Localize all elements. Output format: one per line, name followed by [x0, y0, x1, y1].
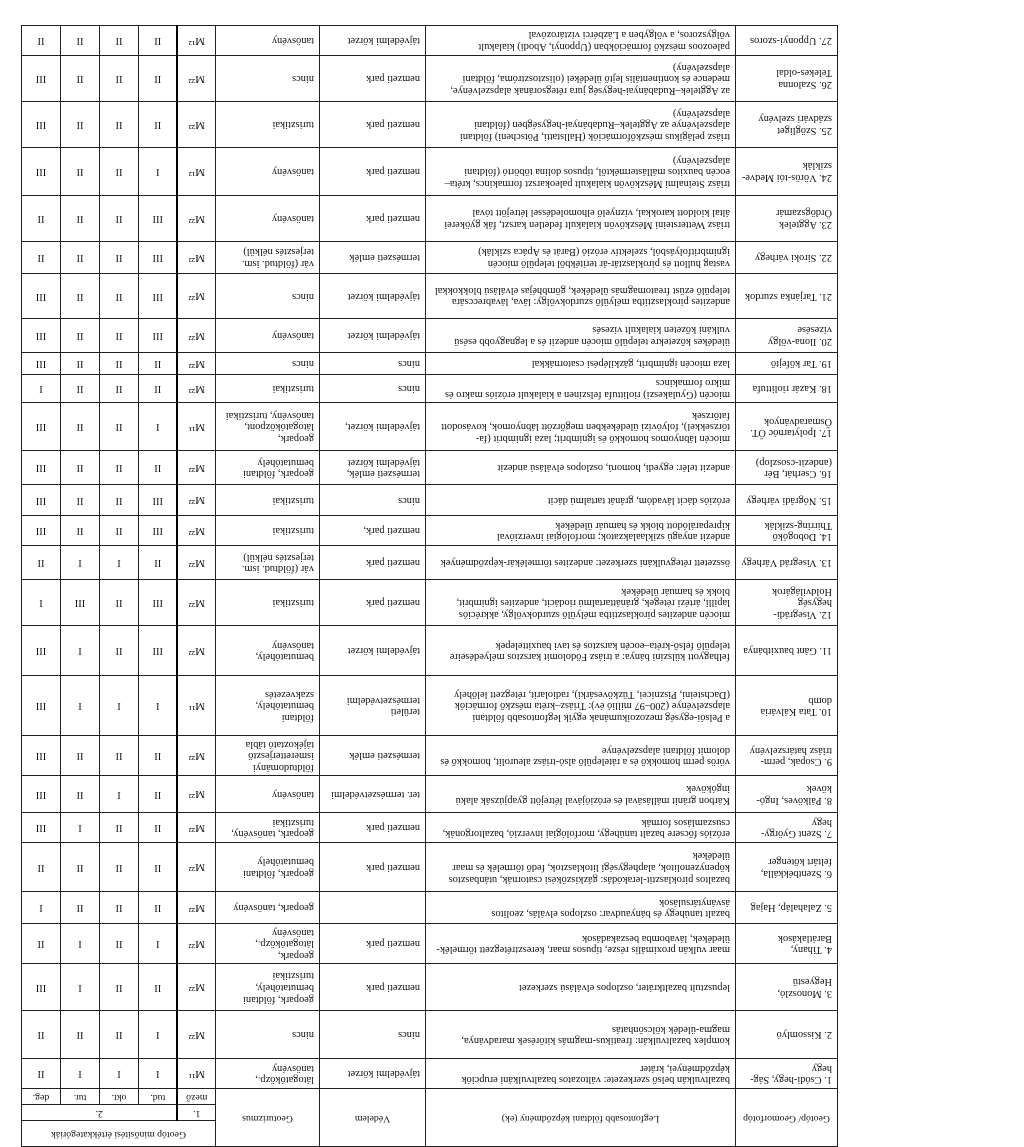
- protection-cell: természeti emlék: [320, 736, 426, 776]
- mezo-cell: M¹¹: [178, 1059, 216, 1089]
- table-row: [21, 676, 837, 736]
- deg-cell: I: [21, 580, 60, 626]
- deg-cell: I: [21, 374, 60, 402]
- tud-cell: II: [139, 546, 178, 580]
- okt-cell: I: [100, 676, 139, 736]
- protection-cell: tájvédelmi körzet: [320, 25, 426, 55]
- tur-cell: I: [61, 546, 100, 580]
- deg-cell: II: [21, 843, 60, 892]
- tud-cell: II: [139, 451, 178, 485]
- mezo-cell: M²²: [178, 736, 216, 776]
- okt-cell: II: [100, 241, 139, 273]
- deg-cell: II: [21, 25, 60, 55]
- protection-cell: természeti emlék, tájvédelmi körzet: [320, 451, 426, 485]
- geotop-name-cell: 21. Tarjánka szurdok: [736, 273, 838, 318]
- protection-cell: tájvédelmi körzet,: [320, 403, 426, 451]
- header-subcol: okt.: [100, 1089, 139, 1105]
- table-row: [21, 924, 837, 964]
- protection-cell: területi természetvédelmi: [320, 676, 426, 736]
- tud-cell: III: [139, 626, 178, 676]
- okt-cell: II: [100, 626, 139, 676]
- tur-cell: II: [61, 241, 100, 273]
- deg-cell: III: [21, 776, 60, 813]
- tud-cell: I: [139, 147, 178, 195]
- tur-cell: II: [61, 273, 100, 318]
- header-group-2: 2.: [21, 1105, 177, 1121]
- geotourism-cell: földtudományi ismeretterjesztő tájékoztató tábla: [216, 736, 320, 776]
- protection-cell: nemzeti park: [320, 195, 426, 241]
- table-row: [21, 964, 837, 1011]
- deg-cell: II: [21, 241, 60, 273]
- tud-cell: I: [139, 1011, 178, 1059]
- mezo-cell: M²²: [178, 813, 216, 843]
- tud-cell: III: [139, 273, 178, 318]
- geotop-name-cell: 8. Pálköves, Ingó-kövek: [736, 776, 838, 813]
- table-row: [21, 892, 837, 924]
- table-row: [21, 374, 837, 402]
- description-cell: felhagyott külszíni bánya: a triász Fődolomit karsztos mélyedéseire települő felső-kréta–eocén karsztos és tavi bauxittelepek: [426, 626, 736, 676]
- mezo-cell: M²²: [178, 485, 216, 516]
- tur-cell: II: [61, 843, 100, 892]
- header-group-1: 1.: [178, 1105, 216, 1121]
- header-subcol: tud.: [139, 1089, 178, 1105]
- tur-cell: II: [61, 25, 100, 55]
- geotourism-cell: geopark, tanösvény: [216, 892, 320, 924]
- tud-cell: II: [139, 101, 178, 147]
- tud-cell: II: [139, 964, 178, 1011]
- description-cell: bazaltos piroklasztit-lerakódás: gázkiszökési csatornák, utánbasztos köpenyzenolitok, alaphegységi litoklasztok, fedő törmelék és maar üledékek: [426, 843, 736, 892]
- mezo-cell: M²²: [178, 843, 216, 892]
- deg-cell: II: [21, 195, 60, 241]
- tud-cell: II: [139, 55, 178, 101]
- table-row: [21, 1011, 837, 1059]
- deg-cell: II: [21, 1011, 60, 1059]
- tud-cell: II: [139, 776, 178, 813]
- tud-cell: I: [139, 924, 178, 964]
- okt-cell: II: [100, 318, 139, 352]
- okt-cell: II: [100, 736, 139, 776]
- protection-cell: nemzeti park: [320, 546, 426, 580]
- description-cell: eróziós főcsere bazalt tanúhegy, morfológiai inverzió, bazaltorgonák, csuszamlásos formák: [426, 813, 736, 843]
- geotop-name-cell: 6. Szentbékkálla, feltárt kőtenger: [736, 843, 838, 892]
- description-cell: miocén (Gyulakeszi) riolittufa felszínen a kialakult eróziós makro és mikro formakincs: [426, 374, 736, 402]
- deg-cell: III: [21, 55, 60, 101]
- tur-cell: I: [61, 964, 100, 1011]
- geotop-name-cell: 12. Visegrádi-hegység Holdvilágárok: [736, 580, 838, 626]
- header-subcol: mező: [178, 1089, 216, 1105]
- description-cell: triász pelágikus mészkőformációk (Hallstatti, Pötscheni) földtani alapszelvénye az Aggtelek–Rudabányai-hegységben (földtani alapszelvény): [426, 101, 736, 147]
- geotourism-cell: geopark, látogatóközp., tanösvény: [216, 924, 320, 964]
- deg-cell: III: [21, 451, 60, 485]
- tud-cell: III: [139, 485, 178, 516]
- geotop-name-cell: 1. Csódi-hegy, Ság-hegy: [736, 1059, 838, 1089]
- deg-cell: III: [21, 736, 60, 776]
- okt-cell: II: [100, 195, 139, 241]
- mezo-cell: M²²: [178, 1011, 216, 1059]
- geotourism-cell: turisztikai: [216, 516, 320, 546]
- deg-cell: III: [21, 318, 60, 352]
- protection-cell: nemzeti park: [320, 147, 426, 195]
- mezo-cell: M²²: [178, 924, 216, 964]
- geotop-name-cell: 13. Visegrád Várhegy: [736, 546, 838, 580]
- mezo-cell: M²²: [178, 964, 216, 1011]
- description-cell: a Pelsói-egység mezozoikumának egyik legfontosabb földtani alapszelvénye (200–97 millió év): Triász–kréta mészkő formációk (Dachsteini, Pisznicei, Tűzkövesárki), radiolarit, rétegzett lelőhely: [426, 676, 736, 736]
- header-evaluation: Geotóp minősítési értékkategóriák: [21, 1121, 215, 1147]
- description-cell: maar vulkán proximális része, típusos maar, keresztrétegzett törmelék-üledékek, lávabomba beszakadások: [426, 924, 736, 964]
- header-protection: Védelem: [320, 1089, 426, 1147]
- geotop-name-cell: 23. Aggtelek Ördögszamár: [736, 195, 838, 241]
- description-cell: eróziós dácit lávadóm, gránát tartalmú dácit: [426, 485, 736, 516]
- mezo-cell: M²²: [178, 516, 216, 546]
- mezo-cell: M²²: [178, 241, 216, 273]
- deg-cell: I: [21, 892, 60, 924]
- tur-cell: I: [61, 626, 100, 676]
- table-row: [21, 1059, 837, 1089]
- table-row: [21, 352, 837, 374]
- geotop-name-cell: 10. Tata Kálvária domb: [736, 676, 838, 736]
- geotourism-cell: geopark, tanösvény, turisztikai: [216, 813, 320, 843]
- geotop-name-cell: 15. Nógrádi várhegy: [736, 485, 838, 516]
- description-cell: üledékes kőzetekre települő miocén andezit és a legnagyobb esésű vulkáni kőzeten kialakult vízesés: [426, 318, 736, 352]
- deg-cell: III: [21, 101, 60, 147]
- protection-cell: nincs: [320, 374, 426, 402]
- okt-cell: II: [100, 352, 139, 374]
- geotourism-cell: nincs: [216, 273, 320, 318]
- tud-cell: I: [139, 403, 178, 451]
- geotop-name-cell: 27. Upponyi-szoros: [736, 25, 838, 55]
- okt-cell: II: [100, 25, 139, 55]
- geotourism-cell: geopark, látogatóközpont, tanösvény, turisztikai: [216, 403, 320, 451]
- deg-cell: III: [21, 626, 60, 676]
- protection-cell: tájvédelmi körzet: [320, 1059, 426, 1089]
- tur-cell: I: [61, 924, 100, 964]
- table-row: [21, 516, 837, 546]
- okt-cell: II: [100, 451, 139, 485]
- protection-cell: tájvédelmi körzet: [320, 318, 426, 352]
- mezo-cell: M¹²: [178, 25, 216, 55]
- description-cell: laza miocén ignimbrit, gázkilépési csatornákkal: [426, 352, 736, 374]
- tud-cell: II: [139, 25, 178, 55]
- description-cell: andezit telér: egyedi, homorú, oszlopos elválású andezit: [426, 451, 736, 485]
- table-row: [21, 195, 837, 241]
- geotourism-cell: turisztikai: [216, 485, 320, 516]
- tur-cell: II: [61, 776, 100, 813]
- mezo-cell: M²²: [178, 580, 216, 626]
- geotop-name-cell: 5. Zalahaláp, Hajag: [736, 892, 838, 924]
- deg-cell: II: [21, 1059, 60, 1089]
- tur-cell: II: [61, 451, 100, 485]
- tud-cell: I: [139, 676, 178, 736]
- mezo-cell: M²²: [178, 318, 216, 352]
- description-cell: miocén andezites piroklasztitba mélyülő szurdokvölgy, akkréciós lapilli, ártézi rétegek, gránáttartalmú riodácit, andezites ignimbrit, blokk és hamuár üledékek: [426, 580, 736, 626]
- okt-cell: II: [100, 813, 139, 843]
- protection-cell: nemzeti park: [320, 813, 426, 843]
- mezo-cell: M²²: [178, 374, 216, 402]
- protection-cell: ter. természetvédelmi: [320, 776, 426, 813]
- okt-cell: II: [100, 843, 139, 892]
- geotourism-cell: turisztikai: [216, 580, 320, 626]
- description-cell: az Aggtelek–Rudabányai-hegység jura rétegsorának alapszelvénye, medence és kontinentális lejtő üledékei (olisztosztróma, földtani alapszelvény): [426, 55, 736, 101]
- table-row: [21, 25, 837, 55]
- geotourism-cell: vár (földtud. ism. terjesztés nélkül): [216, 241, 320, 273]
- tur-cell: II: [61, 1011, 100, 1059]
- geotourism-cell: látogatóközp., tanösvény: [216, 1059, 320, 1089]
- protection-cell: nemzeti park: [320, 101, 426, 147]
- geotop-name-cell: 4. Tihany, Barátlakások: [736, 924, 838, 964]
- tur-cell: II: [61, 101, 100, 147]
- geotourism-cell: nincs: [216, 55, 320, 101]
- mezo-cell: M²²: [178, 55, 216, 101]
- okt-cell: II: [100, 403, 139, 451]
- protection-cell: tájvédelmi körzet: [320, 273, 426, 318]
- tud-cell: I: [139, 1059, 178, 1089]
- tud-cell: II: [139, 843, 178, 892]
- header-description: Legfontosabb földtani képződmény (ek): [426, 1089, 736, 1147]
- mezo-cell: M²²: [178, 892, 216, 924]
- deg-cell: III: [21, 516, 60, 546]
- tud-cell: III: [139, 580, 178, 626]
- description-cell: Kárbon gránit mállásával és eróziójával létrejött gyapjúzsák alakú ingókövek: [426, 776, 736, 813]
- table-row: [21, 546, 837, 580]
- description-cell: komplex bazaltvulkán: freatikus-magmás kitörések maradványa, magma-üledék kölcsönhatás: [426, 1011, 736, 1059]
- tud-cell: II: [139, 352, 178, 374]
- geotourism-cell: nincs: [216, 1011, 320, 1059]
- protection-cell: nemzeti park,: [320, 516, 426, 546]
- header-subcol: deg.: [21, 1089, 60, 1105]
- geotop-name-cell: 7. Szent György-hegy: [736, 813, 838, 843]
- deg-cell: III: [21, 485, 60, 516]
- table-row: [21, 813, 837, 843]
- tur-cell: II: [61, 374, 100, 402]
- okt-cell: II: [100, 101, 139, 147]
- mezo-cell: M²²: [178, 195, 216, 241]
- table-row: [21, 101, 837, 147]
- okt-cell: I: [100, 776, 139, 813]
- geotop-name-cell: 26. Szalonna Telekes-oldal: [736, 55, 838, 101]
- description-cell: triász Wettersteini Mészkövön kialakult fedetlen karszt, fák gyökerei által kioldott karokkal, víznyelő elhomoledéssel létrejött tóval: [426, 195, 736, 241]
- geotourism-cell: földtani bemutatóhely, szakvezetés: [216, 676, 320, 736]
- description-cell: összetett rétegvulkáni szerkezet: andezites törmelékár-képződmények: [426, 546, 736, 580]
- table-body: [21, 25, 837, 1088]
- tud-cell: III: [139, 516, 178, 546]
- tur-cell: II: [61, 516, 100, 546]
- geotourism-cell: nincs: [216, 352, 320, 374]
- geotourism-cell: tanösvény: [216, 147, 320, 195]
- table-row: [21, 580, 837, 626]
- description-cell: bazalt tanúhegy és bányaudvar: oszlopos elválás, zeolitos ásványtársulások: [426, 892, 736, 924]
- table-row: [21, 485, 837, 516]
- header-subcol: tur.: [61, 1089, 100, 1105]
- okt-cell: II: [100, 580, 139, 626]
- tur-cell: II: [61, 403, 100, 451]
- geotop-name-cell: 14. Dobogókő Thirring-sziklák: [736, 516, 838, 546]
- header-geotourism: Geoturizmus: [216, 1089, 320, 1147]
- tur-cell: II: [61, 736, 100, 776]
- geotourism-cell: geopark, földtani bemutatóhely, turisztikai: [216, 964, 320, 1011]
- geotop-name-cell: 20. Ilona-völgy vízesése: [736, 318, 838, 352]
- geotourism-cell: geopark, földtani bemutatóhely: [216, 451, 320, 485]
- geotourism-cell: tanösvény: [216, 776, 320, 813]
- geotop-name-cell: 3. Monoszló, Hegyestű: [736, 964, 838, 1011]
- mezo-cell: M²²: [178, 546, 216, 580]
- geotourism-cell: geopark, földtani bemutatóhely: [216, 843, 320, 892]
- mezo-cell: M²²: [178, 352, 216, 374]
- okt-cell: II: [100, 55, 139, 101]
- geotourism-cell: tanösvény: [216, 195, 320, 241]
- table-header: [21, 1089, 837, 1147]
- description-cell: vörös perm homokkő és a rátelepülő alsó-triász aleurolit, homokkő és dolomit földtani alapszelvénye: [426, 736, 736, 776]
- protection-cell: természeti emlék: [320, 241, 426, 273]
- tur-cell: III: [61, 580, 100, 626]
- tur-cell: II: [61, 485, 100, 516]
- header-geotop: Geotóp/ Geomorfotóp: [736, 1089, 838, 1147]
- tur-cell: I: [61, 676, 100, 736]
- description-cell: andezites piroklasztitba mélyülő szurdokvölgy: láva, lávabreccsára települő ezüst freatomagmás üledékek, gömbhéjas elválású blokkokkal: [426, 273, 736, 318]
- mezo-cell: M¹²: [178, 147, 216, 195]
- deg-cell: III: [21, 147, 60, 195]
- okt-cell: II: [100, 516, 139, 546]
- geotop-name-cell: 16. Cserhát, Bér (andezit-csoszlop): [736, 451, 838, 485]
- protection-cell: nemzeti park: [320, 580, 426, 626]
- geotourism-cell: bemutatóhely, tanösvény: [216, 626, 320, 676]
- mezo-cell: M²²: [178, 101, 216, 147]
- geotop-name-cell: 25. Szögliget szádvári szelvény: [736, 101, 838, 147]
- okt-cell: II: [100, 924, 139, 964]
- geotourism-cell: turisztikai: [216, 101, 320, 147]
- mezo-cell: M¹¹: [178, 403, 216, 451]
- geotop-name-cell: 22. Siroki várhegy: [736, 241, 838, 273]
- protection-cell: nincs: [320, 485, 426, 516]
- geotope-evaluation-table: [21, 25, 838, 1147]
- table-row: [21, 147, 837, 195]
- protection-cell: nemzeti park: [320, 55, 426, 101]
- geotop-name-cell: 2. Kissomlyó: [736, 1011, 838, 1059]
- okt-cell: II: [100, 964, 139, 1011]
- description-cell: bazaltvulkán belső szerkezete: változatos bazaltvulkáni erupciók képződményei, kráter: [426, 1059, 736, 1089]
- description-cell: miocén lábnyomos homokkő és ignimbrit; laza ignimbrit (fa-törzsekkel), folyóvízi üledékekben megőrzött lábnyomok, kovásodott fatörzsek: [426, 403, 736, 451]
- geotourism-cell: vár (földtud. ism. terjesztés nélkül): [216, 546, 320, 580]
- table-row: [21, 843, 837, 892]
- description-cell: paleozoos mészkő formációkban (Upponyi, Abodi) kialakult völgyszoros, a völgyben a Lázbérci víztározóval: [426, 25, 736, 55]
- deg-cell: III: [21, 273, 60, 318]
- mezo-cell: M²²: [178, 273, 216, 318]
- okt-cell: II: [100, 485, 139, 516]
- geotop-name-cell: 11. Gánt bauxitbánya: [736, 626, 838, 676]
- tur-cell: II: [61, 195, 100, 241]
- tud-cell: III: [139, 195, 178, 241]
- okt-cell: I: [100, 1059, 139, 1089]
- mezo-cell: M²²: [178, 626, 216, 676]
- description-cell: lepusztult bazaltkráter, oszlopos elválású szerkezet: [426, 964, 736, 1011]
- geotourism-cell: turisztikai: [216, 374, 320, 402]
- okt-cell: II: [100, 1011, 139, 1059]
- tur-cell: II: [61, 892, 100, 924]
- deg-cell: II: [21, 546, 60, 580]
- okt-cell: II: [100, 273, 139, 318]
- table-row: [21, 403, 837, 451]
- okt-cell: I: [100, 546, 139, 580]
- deg-cell: III: [21, 352, 60, 374]
- tud-cell: III: [139, 241, 178, 273]
- geotop-name-cell: 17. Ipolytarnóc ŐT. Ősmaradványok: [736, 403, 838, 451]
- tur-cell: II: [61, 352, 100, 374]
- tur-cell: I: [61, 1059, 100, 1089]
- protection-cell: nincs: [320, 352, 426, 374]
- table-row: [21, 273, 837, 318]
- geotop-name-cell: 9. Csopak, perm-triász határszelvény: [736, 736, 838, 776]
- protection-cell: nemzeti park: [320, 843, 426, 892]
- mezo-cell: M¹¹: [178, 676, 216, 736]
- description-cell: vastag hullott és piroklasztár-ár terítékből települő miocén ignimbritfolyásból, szelektív erózió (Barát és Apáca sziklák): [426, 241, 736, 273]
- deg-cell: II: [21, 924, 60, 964]
- table-row: [21, 451, 837, 485]
- tur-cell: II: [61, 318, 100, 352]
- table-row: [21, 241, 837, 273]
- table-row: [21, 776, 837, 813]
- tud-cell: II: [139, 892, 178, 924]
- geotop-name-cell: 19. Tar kőfejtő: [736, 352, 838, 374]
- tur-cell: II: [61, 55, 100, 101]
- tud-cell: II: [139, 736, 178, 776]
- tur-cell: II: [61, 147, 100, 195]
- table-row: [21, 626, 837, 676]
- okt-cell: II: [100, 147, 139, 195]
- geotourism-cell: tanösvény: [216, 318, 320, 352]
- okt-cell: II: [100, 374, 139, 402]
- geotourism-cell: tanösvény: [216, 25, 320, 55]
- deg-cell: III: [21, 676, 60, 736]
- tud-cell: II: [139, 374, 178, 402]
- deg-cell: III: [21, 964, 60, 1011]
- tud-cell: III: [139, 318, 178, 352]
- table-row: [21, 318, 837, 352]
- tur-cell: I: [61, 813, 100, 843]
- description-cell: triász Steinalmi Mészkövön kialakult paleokarszt formakincs, kréta–eocén bauxitos mállásterméktől, típusos dolina töbörtó (földtani alapszelvény): [426, 147, 736, 195]
- table-row: [21, 736, 837, 776]
- mezo-cell: M²²: [178, 451, 216, 485]
- description-cell: andezit anyagú sziklaalakzatok; morfológiai inverzióval kipreparálódott blokk és hamuár üledékek: [426, 516, 736, 546]
- protection-cell: [320, 892, 426, 924]
- deg-cell: III: [21, 403, 60, 451]
- protection-cell: nemzeti park: [320, 964, 426, 1011]
- table-row: [21, 55, 837, 101]
- tud-cell: II: [139, 813, 178, 843]
- okt-cell: II: [100, 892, 139, 924]
- geotop-name-cell: 24. Vörös-tói Medve-sziklák: [736, 147, 838, 195]
- protection-cell: tájvédelmi körzet: [320, 626, 426, 676]
- deg-cell: III: [21, 813, 60, 843]
- protection-cell: nincs: [320, 1011, 426, 1059]
- geotop-name-cell: 18. Kazár riolittufa: [736, 374, 838, 402]
- protection-cell: nemzeti park: [320, 924, 426, 964]
- mezo-cell: M²²: [178, 776, 216, 813]
